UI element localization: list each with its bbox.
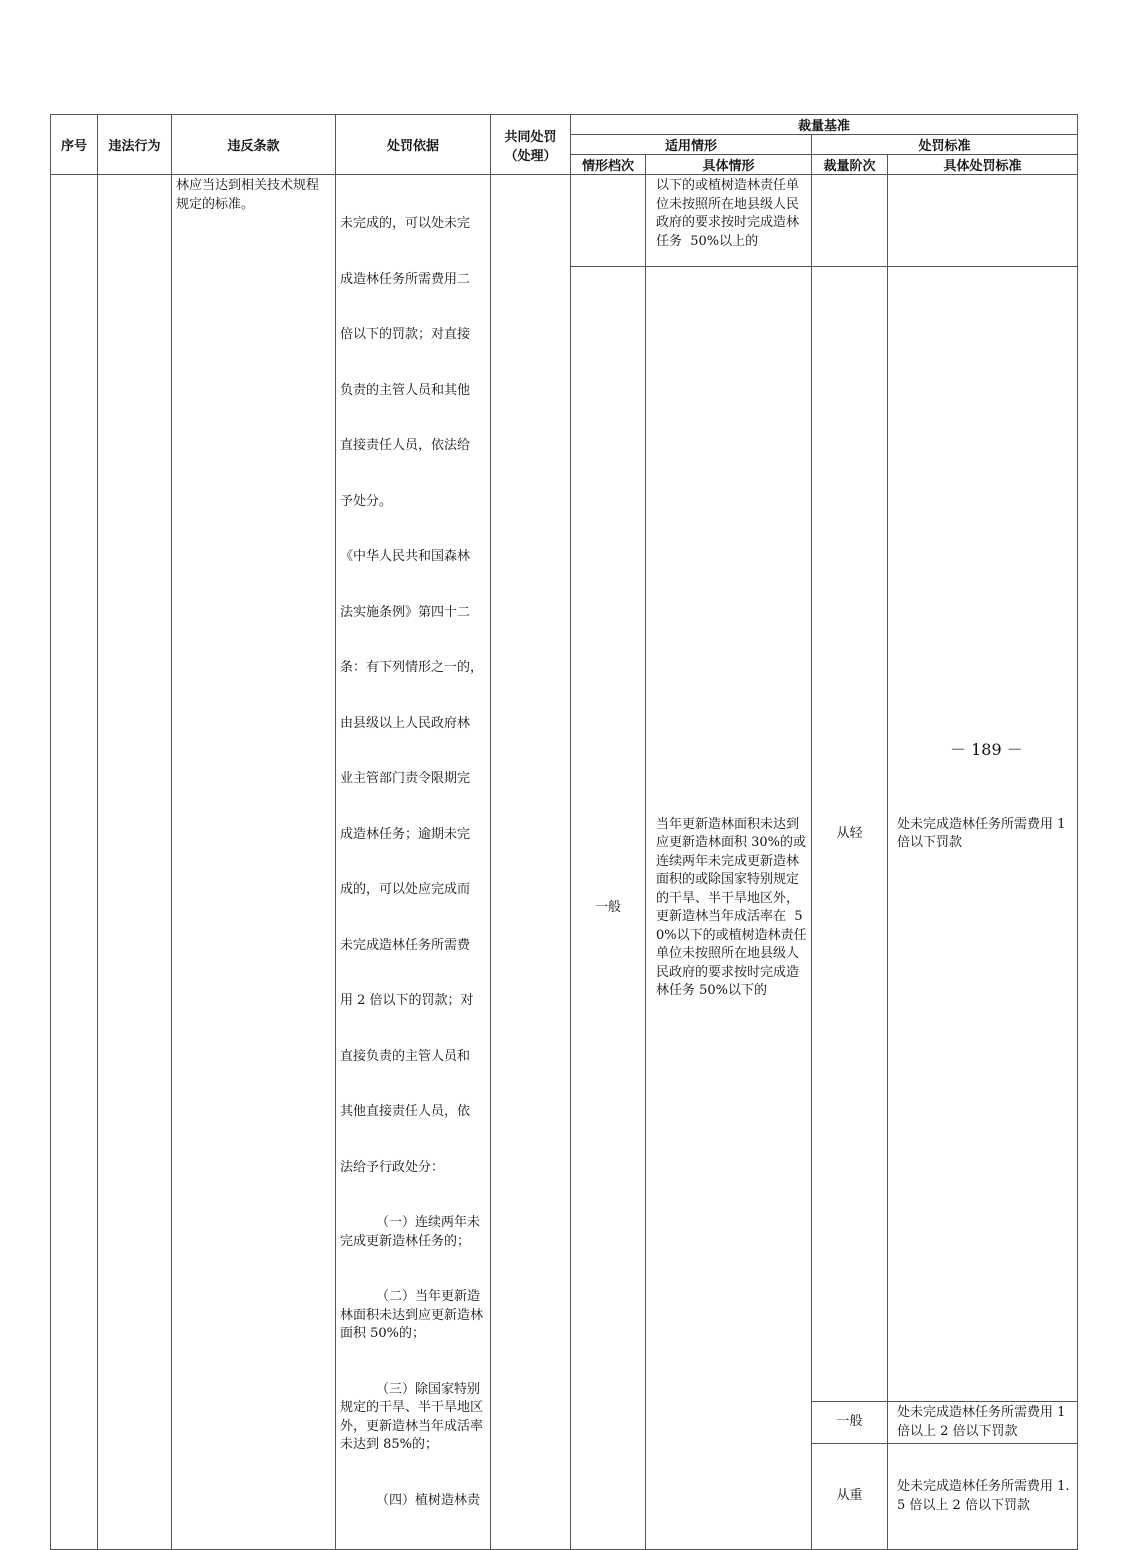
header-clause: 违反条款 (172, 115, 336, 175)
standard-light: 处未完成造林任务所需费用 1 倍以下罚款 (888, 267, 1078, 1402)
stage-cell-top (812, 175, 888, 267)
basis-line: 成造林任务；逾期未完 (340, 826, 471, 842)
standard-heavy: 处未完成造林任务所需费用 1.5 倍以上 2 倍以下罚款 (888, 1444, 1078, 1550)
standard-general: 处未完成造林任务所需费用 1 倍以上 2 倍以下罚款 (888, 1402, 1078, 1444)
basis-item: （四）植树造林责 (376, 1492, 481, 1508)
general-situation: 当年更新造林面积未达到应更新造林面积 30%的或连续两年未完成更新造林面积的或除国家特别规定的干旱、半干旱地区外，更新造林当年成活率在 50%以下的或植树造林责任单位未按照所在地县级人民政府的要求按时完成造林任务 50%以下的 (656, 816, 807, 998)
header-detail-standard: 具体处罚标准 (888, 155, 1078, 175)
header-basis: 处罚依据 (336, 115, 491, 175)
top-situation: 以下的或植树造林责任单位未按照所在地县级人民政府的要求按时完成造林任务 50%以上的 (656, 178, 800, 249)
header-applicable: 适用情形 (571, 135, 812, 155)
basis-line: 其他直接责任人员，依 (340, 1104, 471, 1119)
situation-general-cell (646, 267, 812, 1550)
basis-line: 倍以下的罚款；对直接 (340, 327, 471, 342)
basis-cell (336, 175, 491, 1550)
level-cell-top (571, 175, 646, 267)
basis-line: 业主管部门责令限期完 (340, 771, 471, 786)
basis-line: 予处分。 (340, 493, 393, 509)
header-stage: 裁量阶次 (812, 155, 888, 175)
clause-cell (172, 175, 336, 1550)
basis-line: 未完成造林任务所需费 (340, 937, 471, 953)
stage-light: 从轻 (812, 267, 888, 1402)
basis-line: 用 2 倍以下的罚款；对 (340, 993, 474, 1008)
basis-line: 未完成的，可以处未完 (340, 216, 471, 231)
basis-line: 条：有下列情形之一的， (340, 660, 484, 675)
stage-heavy: 从重 (812, 1444, 888, 1550)
situation-cell-top (646, 175, 812, 267)
behavior-cell (98, 175, 172, 1550)
header-behavior: 违法行为 (98, 115, 172, 175)
basis-line: 直接负责的主管人员和 (340, 1048, 471, 1064)
header-benchmark: 裁量基准 (571, 115, 1078, 135)
basis-line: 负责的主管人员和其他 (340, 382, 471, 398)
clause-text: 林应当达到相关技术规程规定的标准。 (176, 178, 320, 212)
header-seq: 序号 (51, 115, 98, 175)
basis-line: 成的，可以处应完成而 (340, 882, 471, 897)
stage-general: 一般 (812, 1402, 888, 1444)
header-standard: 处罚标准 (812, 135, 1078, 155)
basis-item: （一）连续两年未 完成更新造林任务的； (340, 1215, 489, 1249)
basis-line: 法实施条例》第四十二 (340, 604, 471, 620)
basis-item: （二）当年更新造林面积未达到应更新造林面积 50%的； (340, 1289, 484, 1341)
seq-cell (51, 175, 98, 1550)
basis-line: 由县级以上人民政府林 (340, 715, 471, 731)
basis-item: （三）除国家特别规定的干旱、半干旱地区外，更新造林当年成活率未达到 85%的； (340, 1381, 484, 1452)
basis-line: 法给予行政处分： (340, 1159, 445, 1175)
basis-line: 成造林任务所需费用二 (340, 271, 471, 287)
header-common-punish: 共同处罚（处理） (491, 115, 571, 175)
penalty-table (50, 114, 1078, 1550)
basis-line: 《中华人民共和国森林 (340, 549, 471, 564)
common-punish-cell (491, 175, 571, 1550)
level-general: 一般 (571, 267, 646, 1550)
basis-text (336, 175, 490, 1549)
page-number: － 189 － (950, 740, 1023, 759)
standard-cell-top (888, 175, 1078, 267)
header-level: 情形档次 (571, 155, 646, 175)
header-situation: 具体情形 (646, 155, 812, 175)
basis-line: 直接责任人员，依法给 (340, 438, 471, 453)
